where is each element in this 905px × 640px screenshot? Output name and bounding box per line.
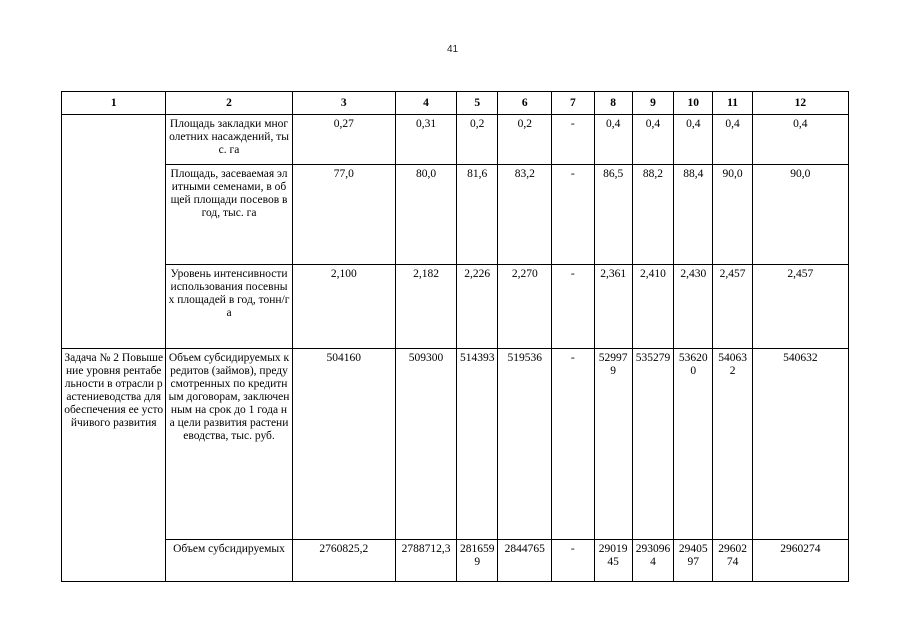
table-cell: - (552, 165, 594, 265)
table-cell: 2,182 (396, 265, 457, 349)
indicators-table (61, 91, 849, 582)
table-cell: 2,226 (457, 265, 498, 349)
table-cell: 0,27 (292, 115, 395, 165)
table-cell: 514393 (457, 349, 498, 540)
table-cell: 540632 (752, 349, 848, 540)
column-header: 5 (457, 92, 498, 115)
table-cell: 2960274 (713, 540, 752, 582)
header-row (62, 92, 849, 115)
table-cell: 88,4 (674, 165, 713, 265)
column-header: 4 (396, 92, 457, 115)
column-header: 8 (594, 92, 632, 115)
table-cell: 2760825,2 (292, 540, 395, 582)
table-cell: 2,457 (752, 265, 848, 349)
table-cell: 529979 (594, 349, 632, 540)
table-cell: 80,0 (396, 165, 457, 265)
table-cell: - (552, 540, 594, 582)
table-cell: 0,4 (674, 115, 713, 165)
table-cell: 0,31 (396, 115, 457, 165)
table-cell: 90,0 (713, 165, 752, 265)
table-cell: 2788712,3 (396, 540, 457, 582)
table-cell: 88,2 (632, 165, 673, 265)
table-cell: 77,0 (292, 165, 395, 265)
column-header: 2 (166, 92, 292, 115)
table-cell: 81,6 (457, 165, 498, 265)
table-cell: 2960274 (752, 540, 848, 582)
table-cell: - (552, 265, 594, 349)
page-number: 41 (446, 44, 459, 55)
table-row (62, 349, 849, 540)
table-cell: 2930964 (632, 540, 673, 582)
table-cell: 2,457 (713, 265, 752, 349)
table-cell: 0,4 (752, 115, 848, 165)
table-cell: - (552, 349, 594, 540)
table-cell: 536200 (674, 349, 713, 540)
table-cell: 0,2 (498, 115, 552, 165)
table-row (62, 540, 849, 582)
column-header: 7 (552, 92, 594, 115)
table-cell: 2,100 (292, 265, 395, 349)
table-cell: 0,4 (594, 115, 632, 165)
table-cell: 0,4 (632, 115, 673, 165)
table-cell: 2,410 (632, 265, 673, 349)
table-cell: 0,2 (457, 115, 498, 165)
column-header: 11 (713, 92, 752, 115)
table-cell: 2901945 (594, 540, 632, 582)
table-cell: 86,5 (594, 165, 632, 265)
column-header: 12 (752, 92, 848, 115)
indicator-name: Объем субсидируемых кредитов (займов), предусмотренных по кредитным договорам, заключенным на срок до 1 года на цели развития растениеводства, тыс. руб. (166, 349, 292, 540)
table-cell: - (552, 115, 594, 165)
indicator-name: Площадь, засеваемая элитными семенами, в общей площади посевов в год, тыс. га (166, 165, 292, 265)
table-cell: 2844765 (498, 540, 552, 582)
table-cell: 540632 (713, 349, 752, 540)
column-header: 10 (674, 92, 713, 115)
table-row (62, 115, 849, 165)
table-cell: 504160 (292, 349, 395, 540)
table-cell: 90,0 (752, 165, 848, 265)
table-cell: 509300 (396, 349, 457, 540)
table-cell: 2,270 (498, 265, 552, 349)
task-name: Задача № 2 Повышение уровня рентабельности в отрасли растениеводства для обеспечения ее устойчивого развития (62, 349, 166, 582)
table-cell: 2,361 (594, 265, 632, 349)
column-header: 6 (498, 92, 552, 115)
column-header: 3 (292, 92, 395, 115)
table-cell: 519536 (498, 349, 552, 540)
table-row (62, 265, 849, 349)
column-header: 1 (62, 92, 166, 115)
table-cell: 2940597 (674, 540, 713, 582)
table-cell: 2816599 (457, 540, 498, 582)
indicator-name: Объем субсидируемых (166, 540, 292, 582)
table-cell: 0,4 (713, 115, 752, 165)
table-cell: 83,2 (498, 165, 552, 265)
task-cell-empty (62, 115, 166, 349)
table-row (62, 165, 849, 265)
table-cell: 2,430 (674, 265, 713, 349)
indicator-name: Площадь закладки многолетних насаждений, тыс. га (166, 115, 292, 165)
indicator-name: Уровень интенсивности использования посевных площадей в год, тонн/га (166, 265, 292, 349)
column-header: 9 (632, 92, 673, 115)
table-cell: 535279 (632, 349, 673, 540)
